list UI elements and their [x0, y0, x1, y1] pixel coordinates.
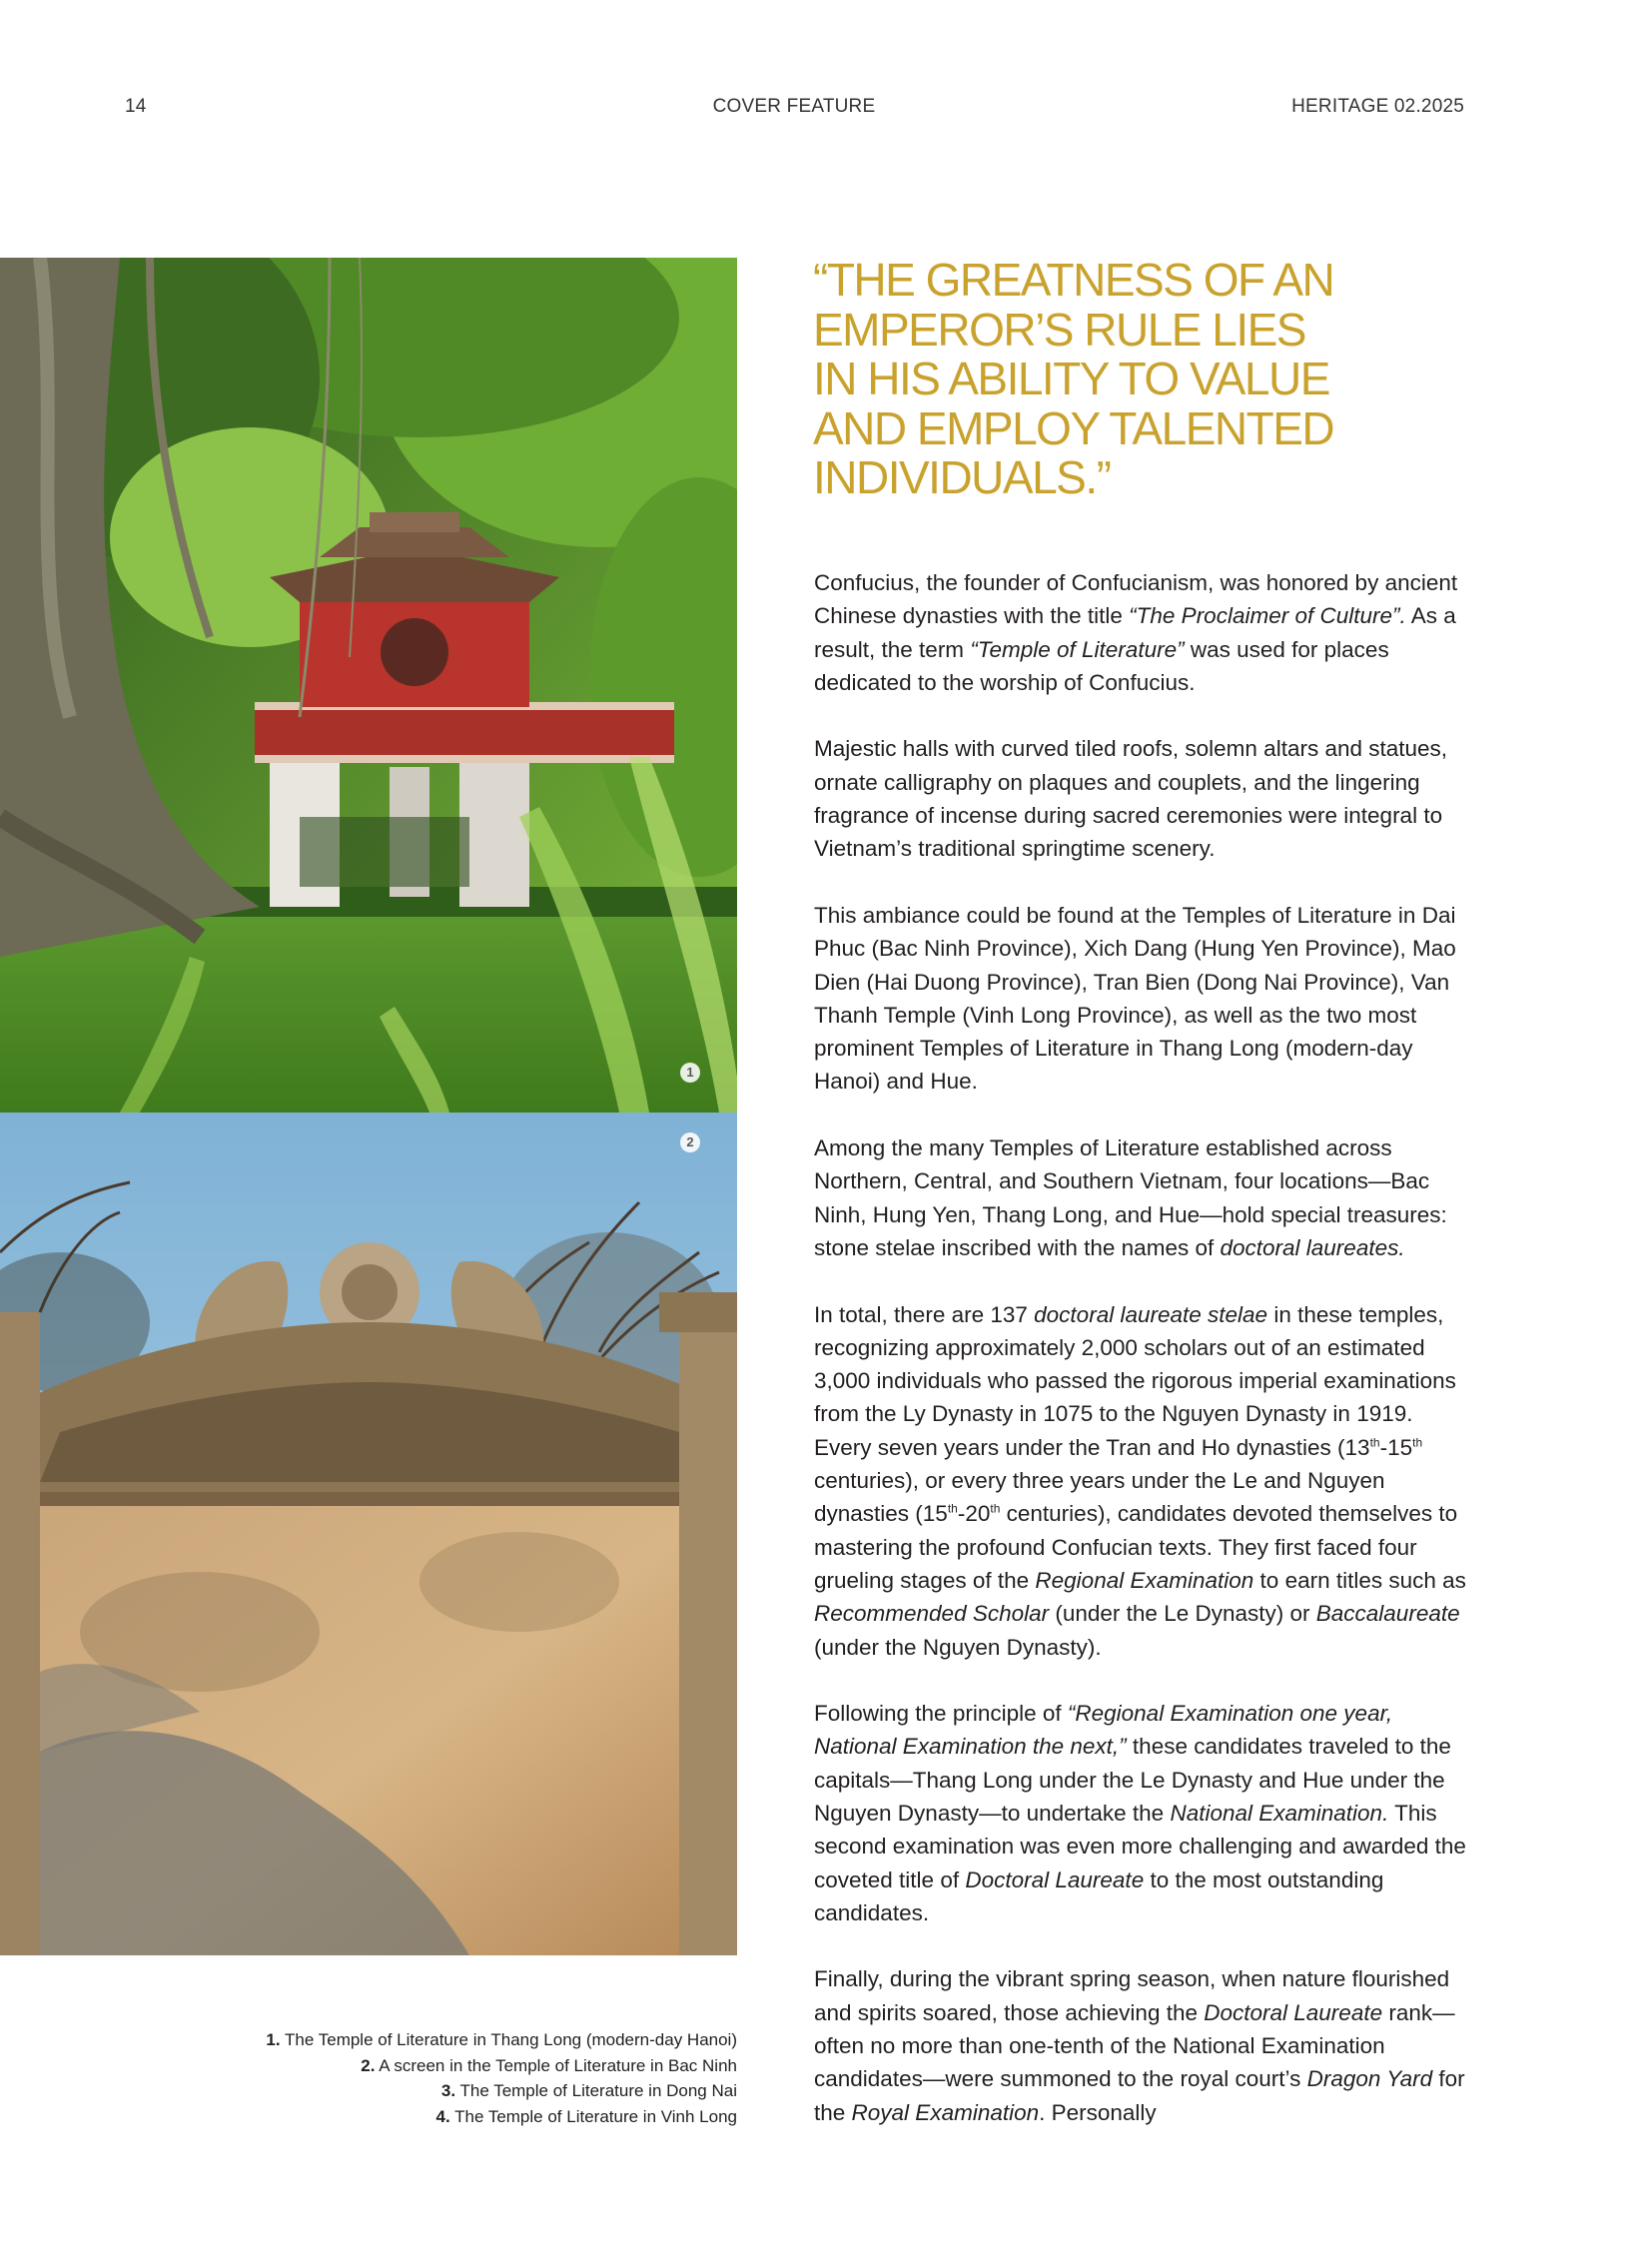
caption-item: 3. The Temple of Literature in Dong Nai	[440, 2081, 737, 2100]
caption-item: 2. A screen in the Temple of Literature in Bac Ninh	[361, 2055, 737, 2075]
paragraph-6: Following the principle of “Regional Examination one year, National Examination the next,” these candidates traveled to the capitals—Thang Long under the Le Dynasty and Hue under the Nguyen Dynasty—to undertake the National Examination. This second examination was even more challenging and awarded the coveted title of Doctoral Laureate to the most outstanding candidates.	[814, 1701, 1466, 1925]
photo-captions	[266, 2027, 737, 2129]
photo-marker-1: 1	[680, 1063, 700, 1083]
photo-marker-2: 2	[680, 1132, 700, 1152]
caption-item: 1. The Temple of Literature in Thang Long (modern-day Hanoi)	[266, 2030, 737, 2049]
section-label: COVER FEATURE	[712, 96, 876, 117]
pull-quote	[813, 256, 1372, 503]
paragraph-3: This ambiance could be found at the Temples of Literature in Dai Phuc (Bac Ninh Province), Xich Dang (Hung Yen Province), Mao Dien (Hai Duong Province), Tran Bien (Dong Nai Province), Van Thanh Temple (Vinh Long Province), as well as the two most prominent Temples of Literature in Thang Long (modern-day Hanoi) and Hue.	[814, 902, 1456, 1095]
article-body	[814, 566, 1473, 2162]
pull-quote-line: IN HIS ABILITY TO VALUE	[813, 353, 1329, 404]
paragraph-5: In total, there are 137 doctoral laureate stelae in these temples, recognizing approximately 2,000 scholars out of an estimated 3,000 individuals who passed the rigorous imperial examinations from the Ly Dynasty in 1075 to the Nguyen Dynasty in 1919. Every seven years under the Tran and Ho dynasties (13th-15th centuries), or every three years under the Le and Nguyen dynasties (15th-20th centuries), candidates devoted themselves to mastering the profound Confucian texts. They first faced four grueling stages of the Regional Examination to earn titles such as Recommended Scholar (under the Le Dynasty) or Baccalaureate (under the Nguyen Dynasty).	[814, 1301, 1466, 1660]
caption-item: 4. The Temple of Literature in Vinh Long	[435, 2106, 737, 2126]
photo-screen-wall	[0, 1113, 737, 1955]
paragraph-4: Among the many Temples of Literature established across Northern, Central, and Southern Vietnam, four locations—Bac Ninh, Hung Yen, Thang Long, and Hue—hold special treasures: stone stelae inscribed with the names of doctoral laureates.	[814, 1135, 1447, 1260]
pull-quote-line: INDIVIDUALS.”	[813, 451, 1111, 503]
pull-quote-line: “THE GREATNESS OF AN	[813, 254, 1334, 306]
pull-quote-line: AND EMPLOY TALENTED	[813, 401, 1334, 454]
paragraph-2: Majestic halls with curved tiled roofs, solemn altars and statues, ornate calligraphy on plaques and couplets, and the lingering fragrance of incense during sacred ceremonies were integral to Vietnam’s traditional springtime scenery.	[814, 736, 1448, 862]
photo-temple-pavilion	[0, 258, 737, 1113]
issue-label: HERITAGE 02.2025	[1291, 96, 1464, 117]
paragraph-7: Finally, during the vibrant spring season, when nature flourished and spirits soared, those achieving the Doctoral Laureate rank—often no more than one-tenth of the National Examination candidates—were summoned to the royal court’s Dragon Yard for the Royal Examination. Personally	[814, 1966, 1465, 2125]
pull-quote-line: EMPEROR’S RULE LIES	[813, 303, 1305, 356]
paragraph-1: Confucius, the founder of Confucianism, was honored by ancient Chinese dynasties with the title “The Proclaimer of Culture”. As a result, the term “Temple of Literature” was used for places dedicated to the worship of Confucius.	[814, 570, 1458, 695]
page-number: 14	[125, 96, 147, 117]
